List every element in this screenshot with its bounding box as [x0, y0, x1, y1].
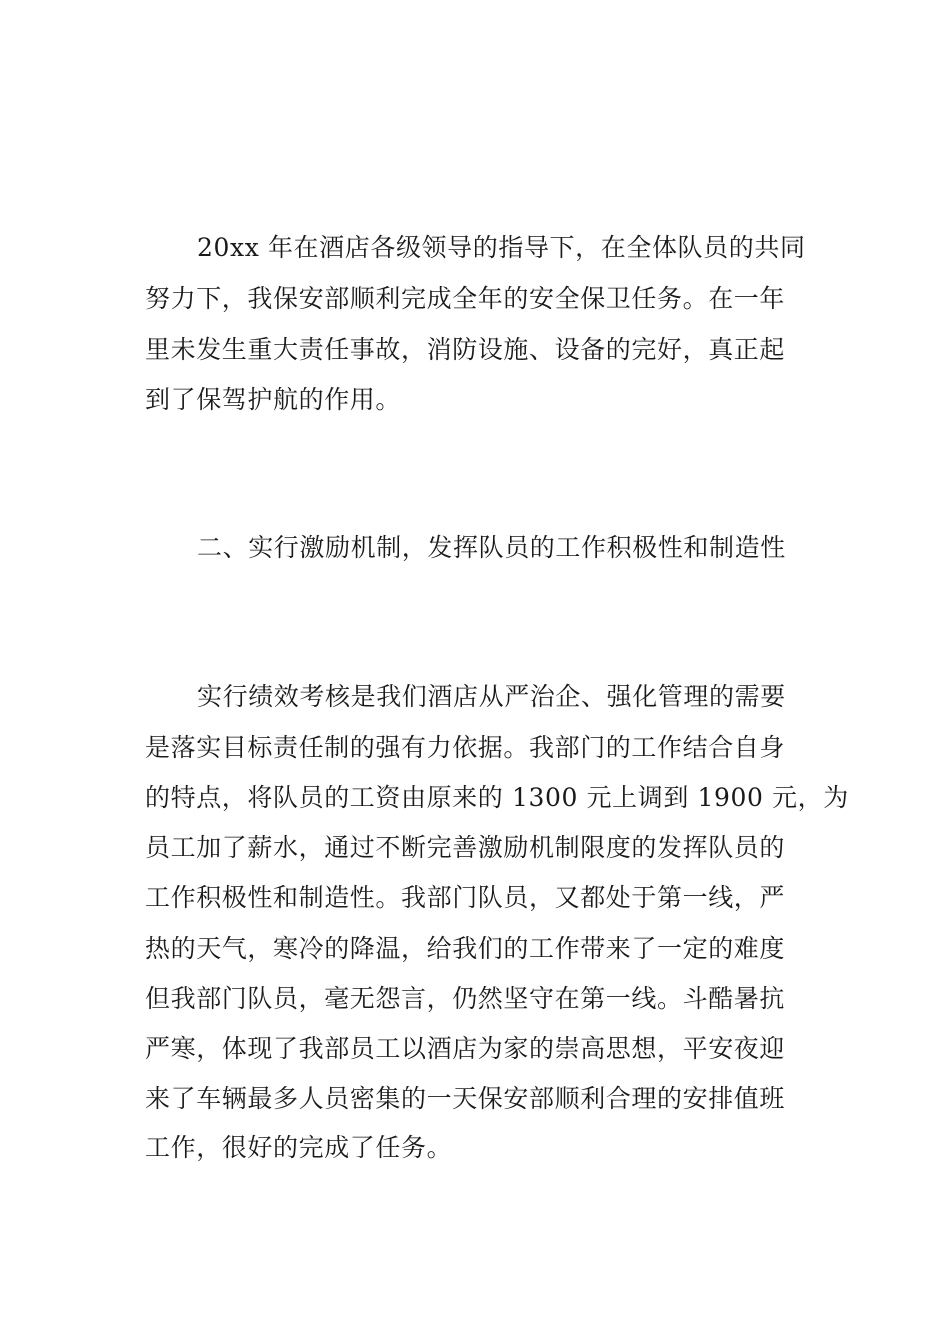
paragraph-line: 的特点，将队员的工资由原来的 1300 元上调到 1900 元，为: [145, 783, 849, 812]
paragraph-line: 工作，很好的完成了任务。: [145, 1133, 453, 1162]
paragraph-line: 来了车辆最多人员密集的一天保安部顺利合理的安排值班: [145, 1084, 786, 1113]
paragraph-line: 工作积极性和制造性。我部门队员，又都处于第一线，严: [145, 883, 786, 912]
paragraph-line: 实行绩效考核是我们酒店从严治企、强化管理的需要: [197, 682, 786, 711]
section-heading: 二、实行激励机制，发挥队员的工作积极性和制造性: [197, 533, 786, 562]
paragraph-line: 20xx 年在酒店各级领导的指导下，在全体队员的共同: [197, 233, 806, 262]
paragraph-line: 员工加了薪水，通过不断完善激励机制限度的发挥队员的: [145, 833, 786, 862]
paragraph-line: 严寒，体现了我部员工以酒店为家的崇高思想，平安夜迎: [145, 1034, 786, 1063]
paragraph-line: 热的天气，寒冷的降温，给我们的工作带来了一定的难度: [145, 934, 786, 963]
paragraph-line: 是落实目标责任制的强有力依据。我部门的工作结合自身: [145, 733, 786, 762]
paragraph-line: 里未发生重大责任事故，消防设施、设备的完好，真正起: [145, 335, 786, 364]
paragraph-line: 但我部门队员，毫无怨言，仍然坚守在第一线。斗酷暑抗: [145, 984, 786, 1013]
paragraph-line: 到了保驾护航的作用。: [145, 385, 402, 414]
paragraph-line: 努力下，我保安部顺利完成全年的安全保卫任务。在一年: [145, 284, 786, 313]
